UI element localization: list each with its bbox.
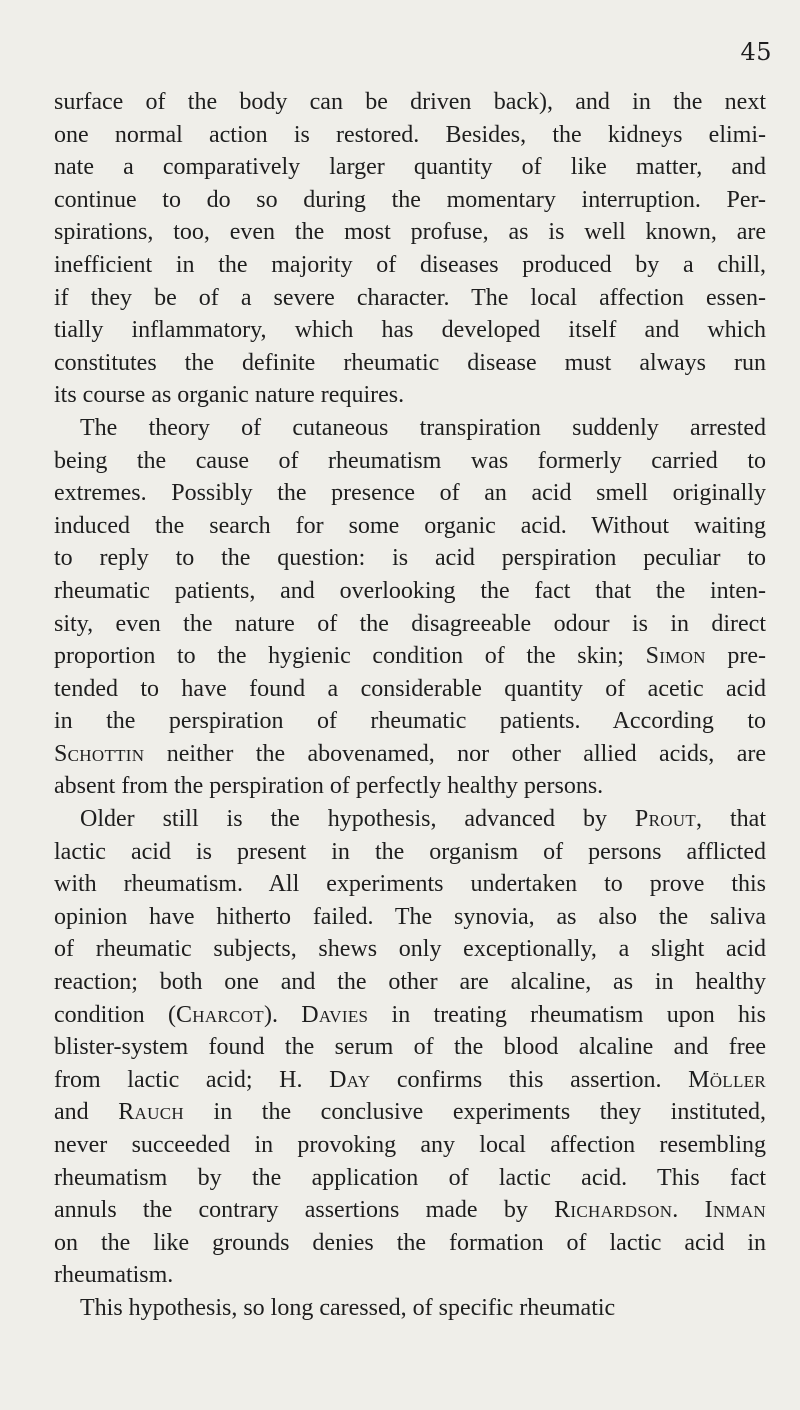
text-segment: absent from the perspiration of perfectly healthy persons. xyxy=(54,773,604,800)
text-segment: reaction; both one and the other are alcaline, as in healthy xyxy=(54,969,766,996)
text-segment: being the cause of rheumatism was formerly carried to xyxy=(54,447,766,474)
text-line xyxy=(54,445,766,478)
text-segment: lactic acid is present in the organism of persons afflicted xyxy=(54,838,766,865)
page-number: 45 xyxy=(740,38,772,66)
text-segment: confirms this assertion. xyxy=(370,1066,689,1093)
text-line xyxy=(54,184,766,217)
text-segment: constitutes the definite rheumatic disease must always run xyxy=(54,349,766,376)
text-line xyxy=(54,1064,766,1097)
text-line xyxy=(54,510,766,543)
text-line xyxy=(54,999,766,1032)
text-segment: sity, even the nature of the disagreeable odour is in direct xyxy=(54,610,766,637)
author-name: Möller xyxy=(688,1066,766,1093)
text-segment: inefficient in the majority of diseases produced by a chill, xyxy=(54,251,766,278)
text-segment: The theory of cutaneous transpiration suddenly arrested xyxy=(80,414,766,441)
text-line xyxy=(54,1227,766,1260)
text-segment: condition ( xyxy=(54,1001,176,1028)
text-segment: surface of the body can be driven back), and in the next xyxy=(54,89,766,115)
text-line xyxy=(54,151,766,184)
text-segment: of rheumatic subjects, shews only exceptionally, a slight acid xyxy=(54,936,766,963)
text-line xyxy=(54,542,766,575)
text-segment: Older still is the hypothesis, advanced by xyxy=(80,806,635,833)
text-line xyxy=(54,282,766,315)
text-segment: neither the abovenamed, nor other allied acids, are xyxy=(144,740,766,767)
body-text xyxy=(54,86,766,1325)
text-segment: with rheumatism. All experiments undertaken to prove this xyxy=(54,871,766,898)
author-name: Davies xyxy=(301,1001,369,1028)
text-segment: induced the search for some organic acid. Without waiting xyxy=(54,512,766,539)
text-segment: opinion have hitherto failed. The synovia, as also the saliva xyxy=(54,903,766,930)
text-segment: in the perspiration of rheumatic patients. According to xyxy=(54,708,766,735)
text-line xyxy=(54,575,766,608)
text-segment: This hypothesis, so long caressed, of specific rheumatic xyxy=(80,1294,616,1321)
text-segment: pre- xyxy=(705,643,767,670)
author-name: Day xyxy=(329,1066,371,1093)
text-segment: proportion to the hygienic condition of the skin; xyxy=(54,643,646,670)
text-line xyxy=(54,705,766,738)
text-line xyxy=(54,868,766,901)
text-line xyxy=(54,249,766,282)
text-segment: rheumatic patients, and overlooking the fact that the inten- xyxy=(54,577,766,604)
text-segment: one normal action is restored. Besides, the kidneys elimi- xyxy=(54,121,766,148)
text-segment: rheumatism by the application of lactic acid. This fact xyxy=(54,1164,766,1191)
text-line xyxy=(54,770,766,803)
text-line xyxy=(54,314,766,347)
author-name: Richardson xyxy=(554,1197,673,1224)
text-segment: . xyxy=(672,1197,705,1224)
text-segment: if they be of a severe character. The local affection essen- xyxy=(54,284,766,311)
author-name: Rauch xyxy=(118,1099,184,1126)
text-line xyxy=(54,901,766,934)
text-segment: and xyxy=(54,1099,119,1126)
text-segment: on the like grounds denies the formation of lactic acid in xyxy=(54,1229,766,1256)
text-line xyxy=(54,379,766,412)
text-line xyxy=(54,803,766,836)
text-segment: ). xyxy=(263,1001,302,1028)
text-segment: extremes. Possibly the presence of an acid smell originally xyxy=(54,480,766,507)
text-line xyxy=(54,1259,766,1292)
text-segment: spirations, too, even the most profuse, as is well known, are xyxy=(54,219,766,246)
text-segment: from lactic acid; H. xyxy=(54,1066,330,1093)
author-name: Inman xyxy=(704,1197,767,1224)
author-name: Prout xyxy=(634,806,697,833)
text-segment: in treating rheumatism upon his xyxy=(368,1001,767,1028)
text-line xyxy=(54,1031,766,1064)
text-line xyxy=(54,933,766,966)
text-line xyxy=(54,1096,766,1129)
text-segment: tially inflammatory, which has developed itself and which xyxy=(54,317,766,344)
text-segment: never succeeded in provoking any local affection resembling xyxy=(54,1132,766,1158)
text-line xyxy=(54,119,766,152)
text-segment: blister-system found the serum of the blood alcaline and free xyxy=(54,1034,766,1061)
text-line xyxy=(54,640,766,673)
author-name: Charcot xyxy=(175,1001,264,1028)
text-line xyxy=(54,1129,766,1162)
text-segment: , that xyxy=(696,806,766,833)
text-line xyxy=(54,216,766,249)
text-line xyxy=(54,738,766,771)
author-name: Simon xyxy=(645,643,706,670)
text-line xyxy=(54,608,766,641)
text-segment: its course as organic nature requires. xyxy=(54,382,405,409)
text-line xyxy=(54,412,766,445)
text-line xyxy=(54,347,766,380)
text-segment: nate a comparatively larger quantity of like matter, and xyxy=(54,154,766,181)
text-line xyxy=(54,966,766,999)
text-segment: in the conclusive experiments they instituted, xyxy=(183,1099,766,1126)
text-line xyxy=(54,1162,766,1195)
text-segment: annuls the contrary assertions made by xyxy=(54,1197,555,1224)
text-line xyxy=(54,1292,766,1325)
text-segment: continue to do so during the momentary interruption. Per- xyxy=(54,186,766,213)
author-name: Schottin xyxy=(54,740,145,767)
text-segment: tended to have found a considerable quantity of acetic acid xyxy=(54,675,766,702)
text-segment: to reply to the question: is acid perspiration peculiar to xyxy=(54,545,766,572)
text-line xyxy=(54,836,766,869)
text-segment: rheumatism. xyxy=(54,1262,174,1289)
text-line xyxy=(54,86,766,119)
text-line xyxy=(54,1194,766,1227)
text-line xyxy=(54,477,766,510)
text-line xyxy=(54,673,766,706)
